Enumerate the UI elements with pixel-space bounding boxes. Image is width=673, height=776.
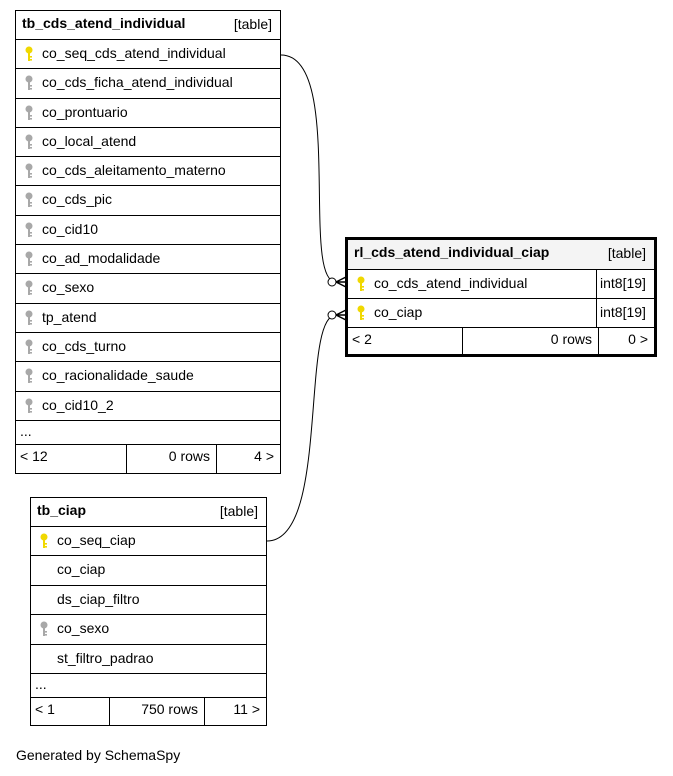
column-name: co_local_atend <box>42 132 137 149</box>
foreign-key-icon <box>25 280 33 296</box>
parents-count-link[interactable]: < 1 <box>35 700 55 717</box>
column-row[interactable] <box>31 556 266 585</box>
column-row[interactable] <box>16 157 280 186</box>
foreign-key-icon <box>25 398 33 414</box>
foreign-key-icon <box>25 368 33 384</box>
column-row[interactable] <box>16 216 280 245</box>
table-header <box>31 498 266 527</box>
relationship-optional-marker <box>328 278 336 286</box>
table-name: tb_ciap <box>37 502 87 518</box>
column-row[interactable] <box>16 40 280 69</box>
primary-key-icon <box>357 305 365 321</box>
column-name: co_racionalidade_saude <box>42 367 194 384</box>
children-count-link[interactable]: 0 > <box>598 328 654 354</box>
column-row[interactable] <box>16 99 280 128</box>
table-tb-cds-atend-individual[interactable] <box>15 10 281 474</box>
column-row[interactable] <box>16 186 280 215</box>
column-name: ds_ciap_filtro <box>57 590 140 607</box>
children-count-link[interactable]: 4 > <box>216 445 280 473</box>
column-name: st_filtro_padrao <box>57 649 154 666</box>
more-columns: ... <box>16 421 280 445</box>
column-name: co_ciap <box>57 561 106 578</box>
column-name: co_prontuario <box>42 103 128 120</box>
column-name: co_seq_cds_atend_individual <box>42 45 226 61</box>
row-count: 0 rows <box>462 328 598 354</box>
foreign-key-icon <box>25 75 33 91</box>
column-row[interactable] <box>348 299 654 328</box>
table-kind: [table] <box>233 16 272 32</box>
column-row[interactable] <box>16 304 280 333</box>
column-name: co_cds_atend_individual <box>374 275 528 291</box>
column-name: co_ad_modalidade <box>42 250 161 267</box>
column-row[interactable] <box>31 586 266 615</box>
column-row[interactable] <box>16 245 280 274</box>
children-count-link[interactable]: 11 > <box>204 698 266 725</box>
table-rl-cds-atend-individual-ciap[interactable] <box>345 237 657 357</box>
table-kind: [table] <box>607 245 646 261</box>
column-row[interactable] <box>16 69 280 98</box>
column-row[interactable] <box>16 392 280 421</box>
row-count: 750 rows <box>109 698 204 725</box>
foreign-key-icon <box>25 163 33 179</box>
table-name: rl_cds_atend_individual_ciap <box>354 244 550 260</box>
primary-key-icon <box>40 533 48 549</box>
table-footer <box>16 445 280 473</box>
column-row[interactable] <box>16 274 280 303</box>
parents-count-link[interactable]: < 2 <box>352 331 372 347</box>
column-name: co_cds_turno <box>42 337 127 354</box>
column-name: co_cds_aleitamento_materno <box>42 162 226 179</box>
foreign-key-icon <box>25 310 33 326</box>
foreign-key-icon <box>25 251 33 267</box>
row-count: 0 rows <box>126 445 216 473</box>
table-kind: [table] <box>219 503 258 519</box>
column-row[interactable] <box>31 527 266 556</box>
primary-key-icon <box>357 276 365 292</box>
table-header <box>16 11 280 40</box>
column-name: co_seq_ciap <box>57 532 136 548</box>
foreign-key-icon <box>25 105 33 121</box>
foreign-key-icon <box>25 192 33 208</box>
relationship-optional-marker <box>328 311 336 319</box>
column-name: co_cid10 <box>42 220 99 237</box>
column-row[interactable] <box>16 333 280 362</box>
foreign-key-icon <box>25 222 33 238</box>
table-name: tb_cds_atend_individual <box>22 15 186 31</box>
table-footer <box>348 328 654 354</box>
column-name: co_cds_ficha_atend_individual <box>42 74 233 91</box>
column-row[interactable] <box>31 615 266 644</box>
foreign-key-icon <box>40 621 48 637</box>
column-name: tp_atend <box>42 308 97 325</box>
column-row[interactable] <box>16 128 280 157</box>
parents-count-link[interactable]: < 12 <box>20 447 48 464</box>
more-columns: ... <box>31 674 266 698</box>
column-name: co_sexo <box>57 620 110 637</box>
table-header <box>348 240 654 270</box>
column-type: int8[19] <box>596 270 654 298</box>
column-name: co_cid10_2 <box>42 396 114 413</box>
column-row[interactable] <box>31 645 266 674</box>
table-tb-ciap[interactable] <box>30 497 267 726</box>
table-footer <box>31 698 266 725</box>
generated-by-label: Generated by SchemaSpy <box>16 747 181 763</box>
column-row[interactable] <box>348 270 654 299</box>
foreign-key-icon <box>25 339 33 355</box>
column-row[interactable] <box>16 362 280 391</box>
foreign-key-icon <box>25 134 33 150</box>
column-name: co_sexo <box>42 279 95 296</box>
primary-key-icon <box>25 46 33 62</box>
column-name: co_ciap <box>374 304 423 320</box>
relationship-line-atend-to-ciap-rel <box>281 55 336 282</box>
column-type: int8[19] <box>596 299 654 327</box>
column-name: co_cds_pic <box>42 191 113 208</box>
